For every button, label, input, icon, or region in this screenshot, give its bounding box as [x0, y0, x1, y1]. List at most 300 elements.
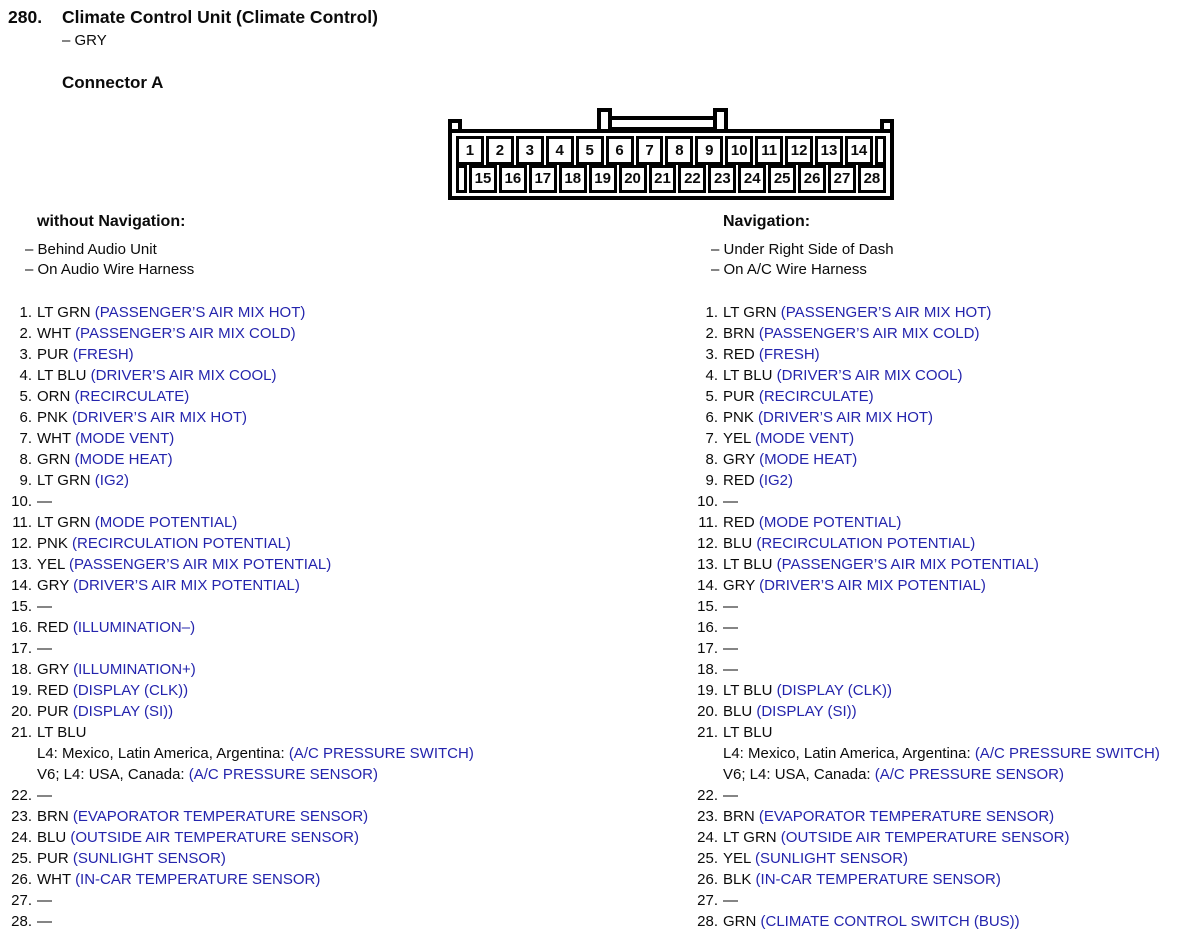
pin-subline-text: L4: Mexico, Latin America, Argentina:	[723, 745, 975, 762]
pin-entry	[723, 785, 738, 806]
pin-function: (IN-CAR TEMPERATURE SENSOR)	[755, 871, 1001, 888]
wire-color: —	[37, 493, 52, 510]
wire-color: PUR	[723, 388, 755, 405]
pin-wire-line	[37, 533, 291, 554]
pin-entry	[37, 701, 173, 722]
pin-row	[8, 659, 648, 680]
pin-row	[8, 302, 648, 323]
pin-number: 21.	[697, 724, 718, 741]
pin-number: 10.	[697, 493, 718, 510]
connector-blank-cell	[456, 165, 467, 194]
pin-entry	[37, 533, 291, 554]
pin-wire-line	[37, 638, 52, 659]
pin-number: 12.	[11, 535, 32, 552]
pin-function: (MODE VENT)	[754, 430, 855, 447]
pin-wire-line	[37, 806, 368, 827]
pin-wire-line	[37, 407, 247, 428]
pin-entry	[37, 491, 52, 512]
pin-number: 8.	[705, 451, 718, 468]
connector-pin-26: 26	[798, 165, 826, 194]
pin-number: 25.	[697, 850, 718, 867]
pin-wire-line	[37, 491, 52, 512]
pin-number: 15.	[11, 598, 32, 615]
pin-number: 4.	[19, 367, 32, 384]
pin-entry	[723, 911, 1020, 932]
pin-subline	[37, 764, 474, 785]
column-notes	[25, 240, 648, 280]
connector-pin-15: 15	[469, 165, 497, 194]
pin-number: 22.	[11, 787, 32, 804]
wire-color: BRN	[723, 325, 755, 342]
connector-pin-8: 8	[665, 136, 693, 165]
pin-entry	[723, 512, 901, 533]
pin-row	[694, 344, 1190, 365]
pin-row	[8, 848, 648, 869]
connector-pin-12: 12	[785, 136, 813, 165]
pin-wire-line	[37, 554, 331, 575]
pin-row	[694, 323, 1190, 344]
pin-function: (FRESH)	[72, 346, 134, 363]
pin-entry	[723, 890, 738, 911]
wire-color: PNK	[723, 409, 754, 426]
pin-wire-line	[723, 365, 963, 386]
pin-row	[694, 449, 1190, 470]
pin-number: 6.	[705, 409, 718, 426]
wire-color: —	[723, 892, 738, 909]
pin-entry	[37, 806, 368, 827]
pin-entry	[37, 596, 52, 617]
pin-row	[8, 701, 648, 722]
pin-list	[8, 302, 648, 932]
pin-number: 28.	[697, 913, 718, 930]
pin-entry	[37, 827, 359, 848]
wire-color: PNK	[37, 535, 68, 552]
pin-wire-line	[723, 323, 979, 344]
wire-color: BLU	[37, 829, 67, 846]
pin-wire-line	[37, 302, 305, 323]
page-title: Climate Control Unit (Climate Control)	[62, 7, 378, 27]
pin-row	[8, 806, 648, 827]
pin-entry	[723, 596, 738, 617]
pin-entry	[723, 701, 857, 722]
connector-pin-28: 28	[858, 165, 886, 194]
pin-number: 18.	[697, 661, 718, 678]
pin-row	[694, 470, 1190, 491]
connector-pin-1: 1	[456, 136, 484, 165]
pin-entry	[723, 680, 892, 701]
pin-entry	[723, 344, 820, 365]
pin-entry	[37, 617, 195, 638]
column-notes	[711, 240, 1190, 280]
pin-entry	[723, 302, 991, 323]
pin-entry	[37, 890, 52, 911]
pin-entry	[37, 323, 296, 344]
pin-wire-line	[37, 470, 129, 491]
pin-row	[694, 575, 1190, 596]
pin-function: (DRIVER’S AIR MIX HOT)	[72, 409, 248, 426]
pin-number: 22.	[697, 787, 718, 804]
wire-color: BLU	[723, 703, 753, 720]
connector-pin-14: 14	[845, 136, 873, 165]
pin-function: (A/C PRESSURE SENSOR)	[874, 766, 1064, 783]
pin-subline-text: V6; L4: USA, Canada:	[37, 766, 189, 783]
connector-pin-11: 11	[755, 136, 783, 165]
pin-row	[694, 659, 1190, 680]
pin-wire-line	[723, 701, 857, 722]
pin-entry	[37, 575, 300, 596]
pin-wire-line	[723, 302, 991, 323]
pin-row	[694, 407, 1190, 428]
pin-number: 19.	[697, 682, 718, 699]
pin-wire-line	[37, 344, 134, 365]
pin-wire-line	[37, 323, 296, 344]
wire-color: LT BLU	[723, 724, 773, 741]
connector-pin-row-bottom	[456, 165, 886, 194]
pin-entry	[37, 344, 134, 365]
pin-function: (MODE POTENTIAL)	[758, 514, 902, 531]
pin-number: 10.	[11, 493, 32, 510]
connector-pin-10: 10	[725, 136, 753, 165]
pin-subline	[723, 743, 1160, 764]
pin-row	[694, 428, 1190, 449]
wire-color: —	[37, 913, 52, 930]
pin-row	[8, 323, 648, 344]
pin-function: (IG2)	[94, 472, 129, 489]
pin-entry	[37, 302, 305, 323]
pin-function: (FRESH)	[758, 346, 820, 363]
pin-function: (PASSENGER’S AIR MIX HOT)	[94, 304, 306, 321]
pin-subline	[723, 764, 1160, 785]
pin-row	[8, 449, 648, 470]
wire-color: WHT	[37, 325, 71, 342]
column-note: – On A/C Wire Harness	[711, 261, 867, 278]
connector-pin-4: 4	[546, 136, 574, 165]
pin-number: 13.	[697, 556, 718, 573]
pin-entry	[37, 386, 189, 407]
pin-function: (RECIRCULATION POTENTIAL)	[72, 535, 291, 552]
pin-entry	[723, 428, 854, 449]
connector-pin-22: 22	[678, 165, 706, 194]
pin-wire-line	[723, 890, 738, 911]
title-stack	[62, 6, 378, 51]
pin-row	[8, 596, 648, 617]
wire-color: GRN	[37, 451, 71, 468]
wire-color: RED	[723, 346, 755, 363]
wire-color: GRY	[723, 577, 755, 594]
pin-subline	[37, 743, 474, 764]
pin-number: 23.	[697, 808, 718, 825]
wire-color: PUR	[37, 703, 69, 720]
pin-entry	[723, 617, 738, 638]
pin-entry	[37, 365, 277, 386]
pin-wire-line	[723, 680, 892, 701]
wire-color: LT BLU	[37, 724, 87, 741]
pin-row	[8, 638, 648, 659]
connector-pin-9: 9	[695, 136, 723, 165]
wire-color: LT GRN	[37, 514, 91, 531]
pin-wire-line	[37, 617, 195, 638]
wire-color: LT BLU	[723, 682, 773, 699]
connector-pin-7: 7	[636, 136, 664, 165]
pin-number: 5.	[705, 388, 718, 405]
pin-wire-line	[723, 554, 1039, 575]
pin-entry	[723, 638, 738, 659]
pin-wire-line	[723, 512, 901, 533]
connector-pin-19: 19	[589, 165, 617, 194]
pin-entry	[37, 680, 188, 701]
pin-function: (MODE HEAT)	[759, 451, 858, 468]
pin-function: (DRIVER’S AIR MIX POTENTIAL)	[759, 577, 986, 594]
connector-pin-6: 6	[606, 136, 634, 165]
connector-pin-20: 20	[619, 165, 647, 194]
wire-color: LT BLU	[37, 367, 87, 384]
wire-color: RED	[723, 472, 755, 489]
pin-wire-line	[723, 722, 1160, 743]
pin-entry	[723, 827, 1069, 848]
pin-entry	[37, 911, 52, 932]
pin-entry	[723, 533, 975, 554]
wire-color: ORN	[37, 388, 71, 405]
pin-function: (ILLUMINATION–)	[72, 619, 196, 636]
wire-color: —	[723, 640, 738, 657]
pin-wire-line	[723, 491, 738, 512]
connector-pin-16: 16	[499, 165, 527, 194]
wire-color: —	[723, 598, 738, 615]
pin-number: 2.	[19, 325, 32, 342]
wire-color: —	[723, 661, 738, 678]
pin-row	[694, 512, 1190, 533]
pin-entry	[37, 659, 196, 680]
wire-color: RED	[723, 514, 755, 531]
pin-number: 24.	[11, 829, 32, 846]
pin-entry	[37, 470, 129, 491]
pin-number: 26.	[697, 871, 718, 888]
wire-color: YEL	[723, 850, 751, 867]
pin-number: 14.	[697, 577, 718, 594]
pin-number: 20.	[697, 703, 718, 720]
pin-number: 16.	[11, 619, 32, 636]
connector-pin-23: 23	[708, 165, 736, 194]
pin-wire-line	[723, 386, 874, 407]
pin-function: (RECIRCULATION POTENTIAL)	[756, 535, 976, 552]
pin-number: 12.	[697, 535, 718, 552]
pin-number: 9.	[19, 472, 32, 489]
pin-number: 9.	[705, 472, 718, 489]
pin-wire-line	[37, 680, 188, 701]
pin-wire-line	[723, 911, 1020, 932]
pin-wire-line	[723, 617, 738, 638]
connector-pin-2: 2	[486, 136, 514, 165]
connector-pin-18: 18	[559, 165, 587, 194]
pin-row	[694, 806, 1190, 827]
pin-wire-line	[37, 890, 52, 911]
pin-row	[694, 638, 1190, 659]
wire-color: LT BLU	[723, 367, 773, 384]
pin-number: 14.	[11, 577, 32, 594]
pin-entry	[723, 722, 1160, 785]
pin-row	[8, 428, 648, 449]
pin-wire-line	[37, 449, 173, 470]
pin-row	[8, 386, 648, 407]
pin-row	[694, 386, 1190, 407]
pin-row	[8, 344, 648, 365]
pin-row	[694, 365, 1190, 386]
column-navigation	[694, 212, 1190, 932]
pin-number: 3.	[705, 346, 718, 363]
pin-row	[8, 512, 648, 533]
pin-function: (IG2)	[758, 472, 794, 489]
pin-entry	[37, 869, 320, 890]
wire-color: WHT	[37, 871, 71, 888]
pin-number: 1.	[705, 304, 718, 321]
pin-number: 7.	[19, 430, 32, 447]
pin-row	[694, 785, 1190, 806]
pin-entry	[37, 407, 247, 428]
wire-color: BRN	[37, 808, 69, 825]
pin-row	[694, 827, 1190, 848]
pin-row	[8, 722, 648, 785]
pin-number: 20.	[11, 703, 32, 720]
pin-function: (IN-CAR TEMPERATURE SENSOR)	[75, 871, 321, 888]
wire-color: LT GRN	[723, 829, 777, 846]
pin-row	[8, 827, 648, 848]
wire-color: LT GRN	[723, 304, 777, 321]
pin-wire-line	[723, 659, 738, 680]
wire-color: PUR	[37, 346, 69, 363]
wire-color: LT BLU	[723, 556, 773, 573]
pin-entry	[723, 491, 738, 512]
pin-wire-line	[723, 449, 857, 470]
column-note: – Behind Audio Unit	[25, 241, 157, 258]
pin-number: 17.	[11, 640, 32, 657]
connector-pin-21: 21	[649, 165, 677, 194]
pin-number: 4.	[705, 367, 718, 384]
connector-pin-27: 27	[828, 165, 856, 194]
pin-number: 18.	[11, 661, 32, 678]
connector-pin-13: 13	[815, 136, 843, 165]
pin-row	[694, 533, 1190, 554]
wire-color: —	[37, 892, 52, 909]
pin-row	[694, 491, 1190, 512]
pin-wire-line	[37, 722, 474, 743]
pin-function: (ILLUMINATION+)	[73, 661, 196, 678]
pin-function: (DISPLAY (SI))	[756, 703, 857, 720]
pin-row	[694, 890, 1190, 911]
connector-body	[448, 129, 894, 200]
pin-number: 8.	[19, 451, 32, 468]
pin-wire-line	[723, 869, 1001, 890]
pin-row	[8, 869, 648, 890]
pin-row	[8, 470, 648, 491]
pin-wire-line	[37, 512, 237, 533]
pin-wire-line	[723, 344, 820, 365]
pin-entry	[723, 449, 857, 470]
pin-row	[694, 701, 1190, 722]
pin-function: (RECIRCULATE)	[758, 388, 874, 405]
pin-number: 21.	[11, 724, 32, 741]
pin-number: 5.	[19, 388, 32, 405]
wire-color: —	[723, 493, 738, 510]
pin-number: 23.	[11, 808, 32, 825]
connector-pin-25: 25	[768, 165, 796, 194]
pin-row	[8, 617, 648, 638]
connector-pin-5: 5	[576, 136, 604, 165]
wire-color: PUR	[37, 850, 69, 867]
pin-number: 24.	[697, 829, 718, 846]
pin-row	[694, 680, 1190, 701]
pin-function: (PASSENGER’S AIR MIX HOT)	[780, 304, 992, 321]
pin-row	[8, 533, 648, 554]
wire-color: —	[37, 598, 52, 615]
pin-entry	[723, 575, 986, 596]
pin-number: 27.	[11, 892, 32, 909]
pin-function: (DISPLAY (CLK))	[776, 682, 892, 699]
pin-wire-line	[723, 806, 1054, 827]
pin-number: 3.	[19, 346, 32, 363]
pin-wire-line	[37, 659, 196, 680]
pin-row	[694, 869, 1190, 890]
pin-wire-line	[723, 428, 854, 449]
wire-color: YEL	[37, 556, 65, 573]
pin-row	[8, 911, 648, 932]
pin-number: 13.	[11, 556, 32, 573]
wire-color: PNK	[37, 409, 68, 426]
pin-row	[694, 722, 1190, 785]
pin-entry	[723, 323, 979, 344]
pin-row	[694, 617, 1190, 638]
pin-number: 11.	[12, 514, 32, 531]
column-heading: without Navigation:	[37, 213, 186, 230]
pin-wire-line	[723, 638, 738, 659]
pin-function: (SUNLIGHT SENSOR)	[754, 850, 909, 867]
pin-entry	[37, 449, 173, 470]
pin-number: 6.	[19, 409, 32, 426]
pin-row	[694, 911, 1190, 932]
pin-row	[8, 491, 648, 512]
pin-wire-line	[723, 596, 738, 617]
pin-function: (A/C PRESSURE SWITCH)	[974, 745, 1160, 762]
pin-wire-line	[723, 827, 1069, 848]
connector-pin-24: 24	[738, 165, 766, 194]
pin-function: (PASSENGER’S AIR MIX POTENTIAL)	[68, 556, 332, 573]
pin-number: 11.	[698, 514, 718, 531]
pin-wire-line	[37, 386, 189, 407]
wire-color: WHT	[37, 430, 71, 447]
pin-function: (DISPLAY (CLK))	[72, 682, 189, 699]
connector-pin-3: 3	[516, 136, 544, 165]
connector-pin-row-top	[456, 136, 886, 165]
pin-entry	[723, 386, 874, 407]
pin-number: 17.	[697, 640, 718, 657]
pin-number: 15.	[697, 598, 718, 615]
pin-row	[8, 575, 648, 596]
pin-row	[8, 680, 648, 701]
pin-number: 7.	[705, 430, 718, 447]
pin-function: (A/C PRESSURE SWITCH)	[288, 745, 474, 762]
wire-color: —	[37, 640, 52, 657]
wire-color: GRY	[723, 451, 755, 468]
pin-function: (A/C PRESSURE SENSOR)	[188, 766, 378, 783]
pin-entry	[37, 848, 226, 869]
pin-row	[694, 554, 1190, 575]
pin-function: (DRIVER’S AIR MIX HOT)	[758, 409, 934, 426]
pin-number: 28.	[11, 913, 32, 930]
pin-list	[694, 302, 1190, 932]
wire-color: —	[723, 787, 738, 804]
pin-function: (SUNLIGHT SENSOR)	[72, 850, 226, 867]
pin-row	[694, 302, 1190, 323]
wire-color: GRY	[37, 661, 69, 678]
